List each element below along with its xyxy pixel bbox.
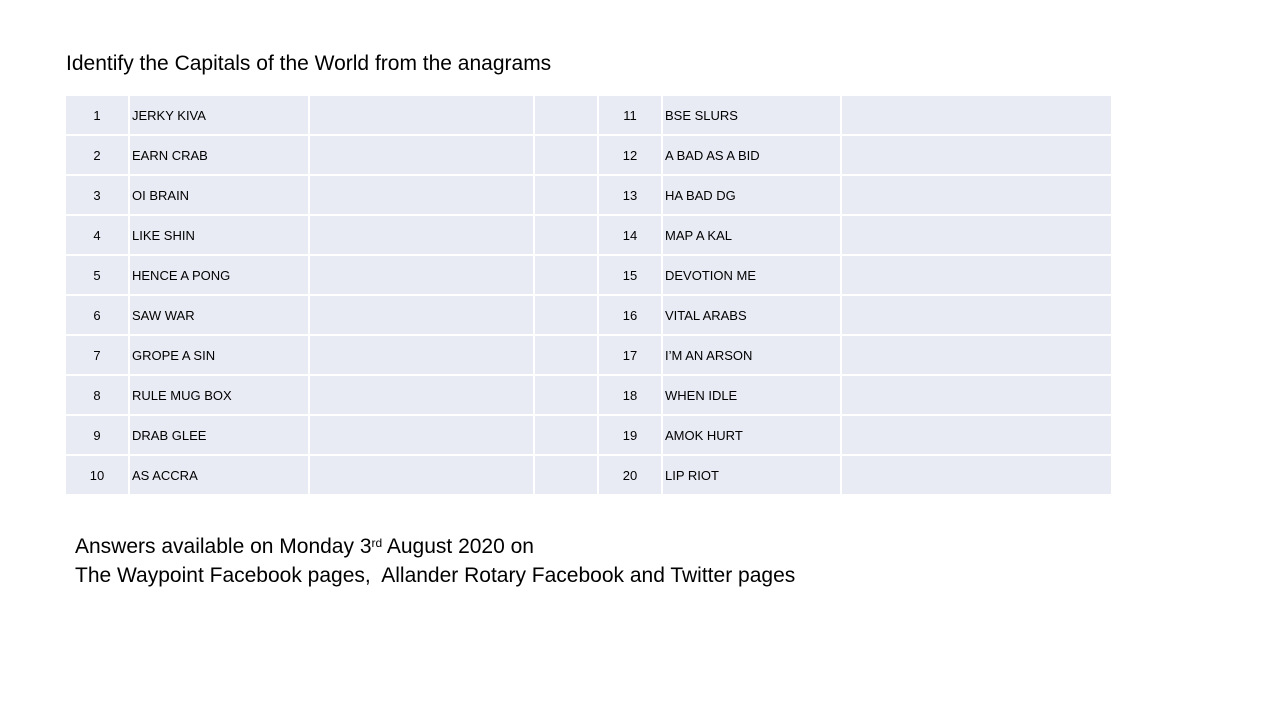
clue-number: 3 (66, 175, 129, 215)
clue-number: 5 (66, 255, 129, 295)
anagram-clue: AS ACCRA (129, 455, 309, 494)
anagram-clue: DEVOTION ME (662, 255, 841, 295)
table-row (66, 335, 1111, 375)
answer-cell (841, 215, 1111, 255)
answer-cell (841, 255, 1111, 295)
clue-number: 10 (66, 455, 129, 494)
answer-cell (841, 415, 1111, 455)
answer-cell (309, 96, 534, 135)
spacer-cell (534, 335, 598, 375)
answer-cell (841, 335, 1111, 375)
anagram-clue: AMOK HURT (662, 415, 841, 455)
anagram-clue: VITAL ARABS (662, 295, 841, 335)
answers-note-line1-pre: Answers available on Monday 3 (75, 535, 372, 558)
clue-number: 4 (66, 215, 129, 255)
table-row (66, 375, 1111, 415)
clue-number: 7 (66, 335, 129, 375)
answers-note (75, 532, 795, 590)
spacer-cell (534, 455, 598, 494)
spacer-cell (534, 96, 598, 135)
anagram-clue: OI BRAIN (129, 175, 309, 215)
anagram-clue: A BAD AS A BID (662, 135, 841, 175)
clue-number: 14 (598, 215, 662, 255)
anagram-clue: JERKY KIVA (129, 96, 309, 135)
table-row (66, 295, 1111, 335)
answer-cell (309, 455, 534, 494)
anagram-table (66, 96, 1111, 494)
answer-cell (309, 255, 534, 295)
spacer-cell (534, 175, 598, 215)
anagram-clue: GROPE A SIN (129, 335, 309, 375)
answer-cell (309, 215, 534, 255)
spacer-cell (534, 295, 598, 335)
answer-cell (841, 455, 1111, 494)
anagram-clue: SAW WAR (129, 295, 309, 335)
clue-number: 17 (598, 335, 662, 375)
anagram-clue: RULE MUG BOX (129, 375, 309, 415)
answer-cell (841, 375, 1111, 415)
table-row (66, 96, 1111, 135)
table-row (66, 255, 1111, 295)
answer-cell (309, 375, 534, 415)
clue-number: 11 (598, 96, 662, 135)
answer-cell (841, 96, 1111, 135)
answer-cell (841, 175, 1111, 215)
answer-cell (309, 135, 534, 175)
table-row (66, 215, 1111, 255)
clue-number: 18 (598, 375, 662, 415)
clue-number: 19 (598, 415, 662, 455)
anagram-rows (66, 96, 1111, 494)
clue-number: 12 (598, 135, 662, 175)
anagram-clue: I’M AN ARSON (662, 335, 841, 375)
table-row (66, 175, 1111, 215)
spacer-cell (534, 415, 598, 455)
table-row (66, 455, 1111, 494)
anagram-clue: LIKE SHIN (129, 215, 309, 255)
spacer-cell (534, 135, 598, 175)
clue-number: 16 (598, 295, 662, 335)
anagram-clue: HA BAD DG (662, 175, 841, 215)
clue-number: 2 (66, 135, 129, 175)
clue-number: 20 (598, 455, 662, 494)
answer-cell (309, 175, 534, 215)
answer-cell (309, 295, 534, 335)
clue-number: 13 (598, 175, 662, 215)
anagram-clue: EARN CRAB (129, 135, 309, 175)
clue-number: 15 (598, 255, 662, 295)
spacer-cell (534, 255, 598, 295)
answers-note-line2: The Waypoint Facebook pages, Allander Rotary Facebook and Twitter pages (75, 564, 796, 587)
clue-number: 6 (66, 295, 129, 335)
table-row (66, 415, 1111, 455)
spacer-cell (534, 215, 598, 255)
anagram-clue: LIP RIOT (662, 455, 841, 494)
anagram-clue: WHEN IDLE (662, 375, 841, 415)
clue-number: 9 (66, 415, 129, 455)
quiz-title: Identify the Capitals of the World from the anagrams (66, 52, 552, 75)
anagram-clue: DRAB GLEE (129, 415, 309, 455)
answer-cell (309, 335, 534, 375)
spacer-cell (534, 375, 598, 415)
answer-cell (841, 135, 1111, 175)
clue-number: 8 (66, 375, 129, 415)
ordinal-suffix: rd (371, 536, 383, 550)
answers-note-line1 (75, 532, 795, 561)
answers-note-line1-post: August 2020 on (382, 535, 534, 558)
answer-cell (309, 415, 534, 455)
table-row (66, 135, 1111, 175)
clue-number: 1 (66, 96, 129, 135)
anagram-clue: HENCE A PONG (129, 255, 309, 295)
answer-cell (841, 295, 1111, 335)
anagram-clue: MAP A KAL (662, 215, 841, 255)
anagram-clue: BSE SLURS (662, 96, 841, 135)
